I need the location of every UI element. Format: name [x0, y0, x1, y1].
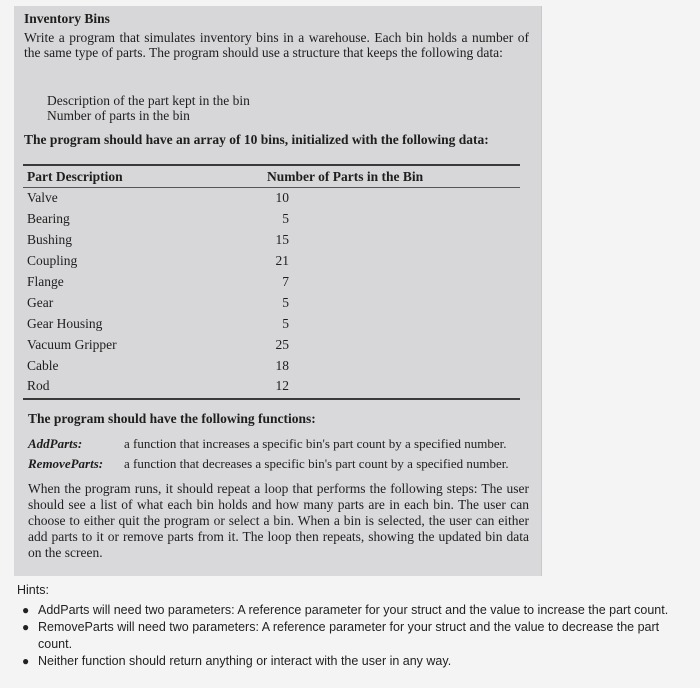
part-count: 5 [282, 211, 289, 226]
table-row [23, 274, 520, 294]
part-count: 5 [282, 316, 289, 331]
function-name: AddParts: [28, 436, 83, 451]
list-item: ● RemoveParts will need two parameters: A reference parameter for your struct and the value to decrease the part count. [22, 620, 660, 651]
field-description: Description of the part kept in the bin [47, 93, 250, 108]
hints-list [20, 602, 692, 670]
bullet-icon: ● [22, 603, 30, 617]
function-name: RemoveParts: [28, 456, 104, 471]
function-addparts [28, 436, 538, 452]
function-description: a function that decreases a specific bin's part count by a specified number. [124, 456, 509, 471]
part-count: 7 [282, 274, 289, 289]
list-item: ● AddParts will need two parameters: A reference parameter for your struct and the value to increase the part count. [22, 603, 669, 617]
table-row [23, 378, 520, 398]
part-description: Gear Housing [27, 316, 103, 331]
table-row [23, 358, 520, 378]
hints-title: Hints: [17, 583, 49, 597]
function-description: a function that increases a specific bin's part count by a specified number. [124, 436, 507, 451]
table-row [23, 253, 520, 273]
part-description: Bushing [27, 232, 73, 247]
document-title: Inventory Bins [24, 11, 110, 26]
field-number: Number of parts in the bin [47, 108, 190, 123]
part-count: 25 [275, 337, 289, 352]
part-description: Flange [27, 274, 64, 289]
part-count: 21 [275, 253, 289, 268]
part-count: 10 [275, 190, 289, 205]
part-description: Bearing [27, 211, 70, 226]
bullet-icon: ● [22, 620, 30, 634]
part-description: Vacuum Gripper [27, 337, 117, 352]
table-row [23, 232, 520, 252]
bins-table [23, 164, 520, 400]
part-description: Cable [27, 358, 59, 373]
table-row [23, 190, 520, 210]
part-count: 12 [275, 378, 289, 393]
part-description: Valve [27, 190, 58, 205]
intro-paragraph: Write a program that simulates inventory bins in a warehouse. Each bin holds a number of the same type of parts. The program should use a structure that keeps the following data: [24, 30, 529, 60]
part-count: 15 [275, 232, 289, 247]
table-row [23, 316, 520, 336]
part-description: Coupling [27, 253, 78, 268]
part-count: 18 [275, 358, 289, 373]
part-count: 5 [282, 295, 289, 310]
function-removeparts [28, 456, 538, 472]
header-number-of-parts: Number of Parts in the Bin [267, 169, 424, 184]
header-part-description: Part Description [27, 169, 123, 184]
table-row [23, 295, 520, 315]
list-item: ● Neither function should return anything or interact with the user in any way. [22, 654, 452, 668]
part-description: Gear [27, 295, 54, 310]
program-loop-paragraph: When the program runs, it should repeat a loop that performs the following steps: The user should see a list of what each bin holds and how many parts are in each bin. The user can choose to either quit the program or select a bin. When a bin is selected, the user can either add parts to it or remove parts from it. The loop then repeats, showing the updated bin data on the screen. [28, 481, 529, 560]
header-divider [23, 187, 520, 188]
functions-heading: The program should have the following functions: [28, 411, 316, 426]
bullet-icon: ● [22, 654, 30, 668]
table-row [23, 337, 520, 357]
part-description: Rod [27, 378, 50, 393]
table-row [23, 211, 520, 231]
array-instruction: The program should have an array of 10 bins, initialized with the following data: [24, 132, 489, 147]
